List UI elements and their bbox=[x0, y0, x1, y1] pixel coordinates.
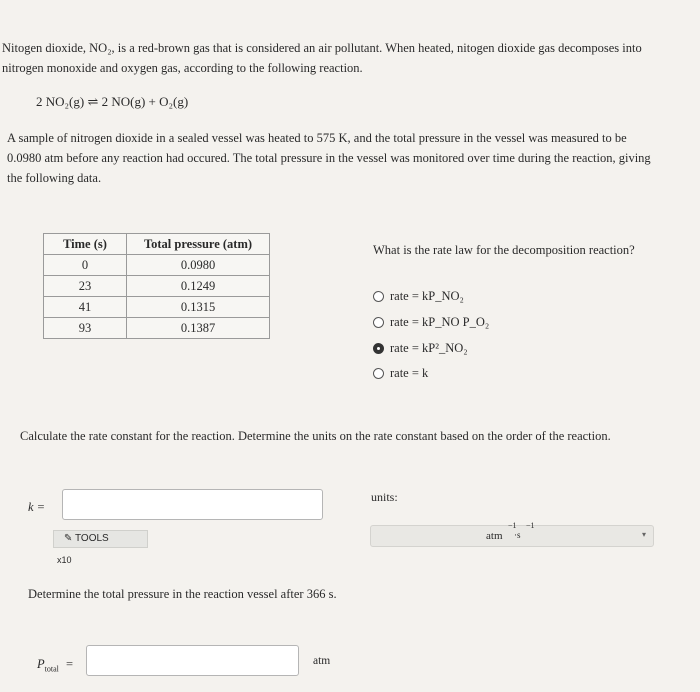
reaction-equation: 2 NO₂(g) ⇌ 2 NO(g) + O₂(g) bbox=[36, 94, 189, 109]
tools-icon: ✎ bbox=[64, 533, 73, 544]
rate-option-3[interactable] bbox=[373, 341, 468, 356]
radio-button-selected[interactable] bbox=[373, 343, 384, 354]
x10-label: x10 bbox=[57, 555, 72, 565]
table-header-time: Time (s) bbox=[44, 234, 127, 255]
rate-option-label: rate = k bbox=[390, 366, 429, 380]
table-cell-time: 0 bbox=[44, 255, 127, 276]
sample-line-1: A sample of nitrogen dioxide in a sealed vessel was heated to 575 K, and the total pressure in the vessel was measured to be bbox=[7, 131, 627, 145]
rate-constant-prompt: Calculate the rate constant for the reaction. Determine the units on the rate constant based on the order of the reaction. bbox=[20, 429, 611, 443]
radio-button[interactable] bbox=[373, 368, 384, 379]
table-header-row bbox=[44, 234, 270, 255]
rate-option-label: rate = kP²_NO₂ bbox=[390, 341, 468, 355]
table-cell-pressure: 0.0980 bbox=[127, 255, 270, 276]
total-pressure-prompt: Determine the total pressure in the reaction vessel after 366 s. bbox=[28, 587, 337, 601]
p-total-symbol: P bbox=[37, 657, 45, 671]
sample-line-3: the following data. bbox=[7, 171, 102, 185]
p-total-unit: atm bbox=[313, 655, 331, 667]
table-row bbox=[44, 297, 270, 318]
intro-paragraph bbox=[2, 38, 698, 78]
rate-option-4[interactable] bbox=[373, 366, 428, 381]
units-exponent-1: −1 bbox=[508, 521, 517, 530]
table-cell-time: 41 bbox=[44, 297, 127, 318]
chevron-down-icon: ▾ bbox=[641, 530, 646, 539]
rate-option-2[interactable] bbox=[373, 315, 489, 330]
k-input[interactable] bbox=[62, 489, 323, 520]
table-row bbox=[44, 318, 270, 339]
units-exponent-2: −1 bbox=[526, 521, 535, 530]
tools-label: TOOLS bbox=[75, 533, 109, 544]
table-cell-time: 93 bbox=[44, 318, 127, 339]
rate-option-label: rate = kP_NO P_O₂ bbox=[390, 315, 490, 329]
rate-option-1[interactable] bbox=[373, 289, 464, 304]
table-row bbox=[44, 255, 270, 276]
table-cell-pressure: 0.1387 bbox=[127, 318, 270, 339]
table-header-pressure: Total pressure (atm) bbox=[127, 234, 270, 255]
table-row bbox=[44, 276, 270, 297]
table-cell-pressure: 0.1315 bbox=[127, 297, 270, 318]
intro-line-2: nitrogen monoxide and oxygen gas, according to the following reaction. bbox=[2, 61, 363, 75]
units-seconds: ·s bbox=[514, 530, 521, 540]
p-total-input[interactable] bbox=[86, 645, 299, 676]
radio-button[interactable] bbox=[373, 291, 384, 302]
p-total-subscript: total bbox=[44, 664, 59, 674]
k-label: k = bbox=[28, 500, 46, 514]
sample-line-2: 0.0980 atm before any reaction had occured. The total pressure in the vessel was monitored over time during the reaction, giving bbox=[7, 151, 651, 165]
radio-button[interactable] bbox=[373, 317, 384, 328]
pressure-data-table bbox=[43, 233, 270, 339]
rate-law-question: What is the rate law for the decomposition reaction? bbox=[373, 243, 635, 257]
table-cell-time: 23 bbox=[44, 276, 127, 297]
intro-line-1: Nitogen dioxide, NO₂, is a red-brown gas that is considered an air pollutant. When heated, nitogen dioxide gas decomposes into bbox=[2, 41, 642, 55]
units-value: atm bbox=[486, 530, 503, 542]
tools-button[interactable] bbox=[53, 530, 148, 548]
p-total-equals: = bbox=[65, 657, 74, 671]
units-label: units: bbox=[371, 490, 398, 504]
rate-option-label: rate = kP_NO₂ bbox=[390, 289, 464, 303]
sample-paragraph bbox=[7, 128, 697, 188]
units-dropdown[interactable] bbox=[370, 521, 654, 547]
p-total-label bbox=[37, 657, 73, 674]
table-cell-pressure: 0.1249 bbox=[127, 276, 270, 297]
